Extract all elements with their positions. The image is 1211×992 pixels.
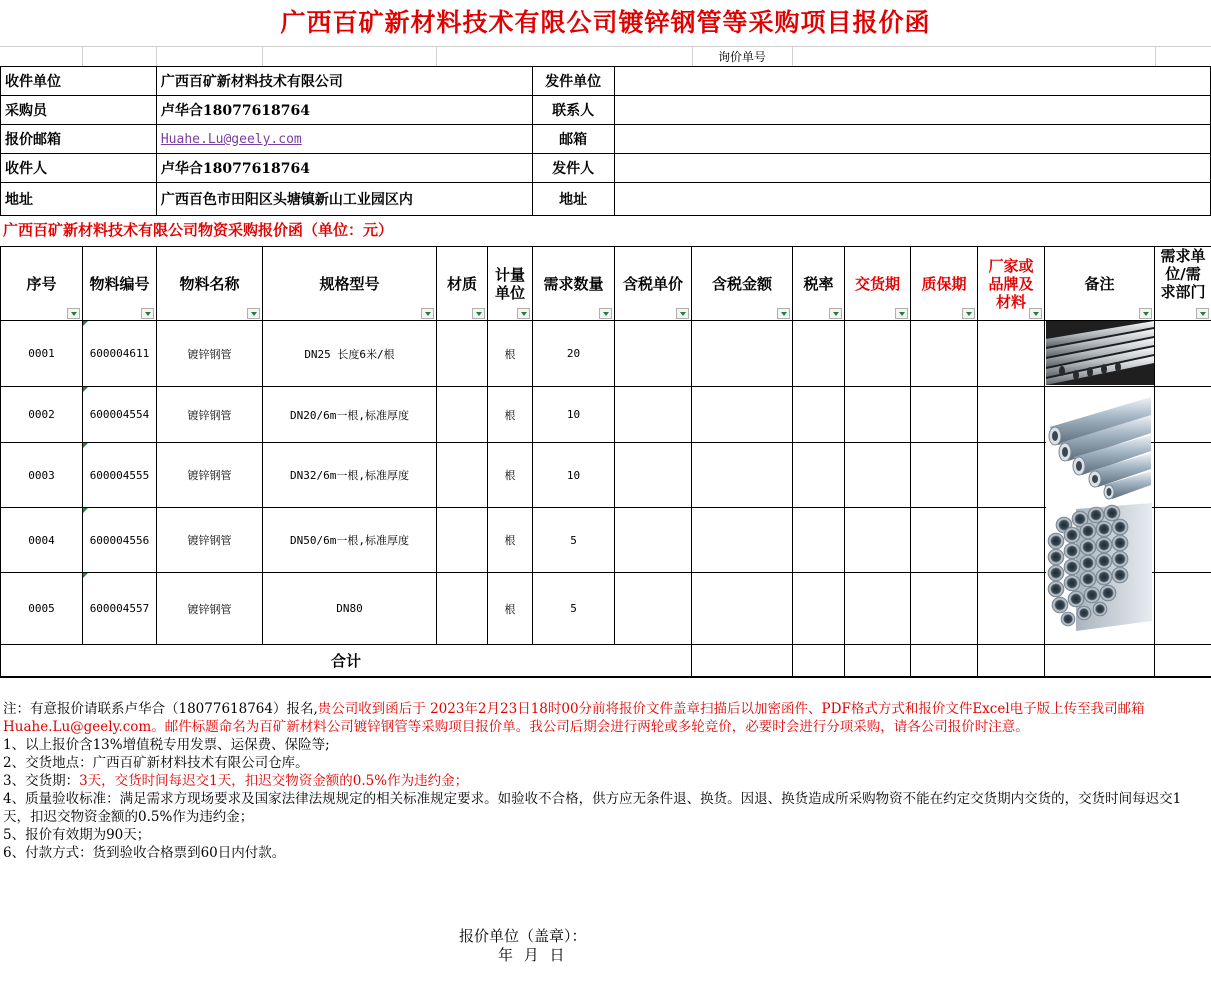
filter-dropdown-icon[interactable] [1139, 308, 1152, 319]
notes-item-3-label: 3、交货期： [3, 773, 80, 789]
col-code[interactable] [83, 247, 157, 321]
cell-marker-icon [83, 321, 88, 326]
col-name-label: 物料名称 [179, 274, 240, 293]
sender-value[interactable] [614, 154, 1210, 183]
cell-dept[interactable] [1155, 321, 1211, 387]
cell-warranty[interactable] [911, 443, 978, 508]
grid-line [436, 46, 437, 66]
header-row [1, 247, 1211, 321]
buyer-value[interactable]: 卢华合18077618764 [156, 96, 532, 125]
cell-marker-icon [83, 508, 88, 513]
pipe-stack-photo-2 [1046, 389, 1151, 500]
cell-unit-price[interactable] [615, 387, 692, 443]
col-spec-label: 规格型号 [319, 274, 380, 293]
table-row[interactable] [1, 508, 1211, 573]
cell-seq[interactable]: 0001 [1, 321, 83, 387]
cell-qty[interactable]: 20 [533, 321, 615, 387]
cell-tax[interactable] [793, 387, 845, 443]
cell-unit-price[interactable] [615, 321, 692, 387]
cell-unit-price[interactable] [615, 443, 692, 508]
cell-qty[interactable]: 5 [533, 508, 615, 573]
notes-item-2: 2、交货地点：广西百矿新材料技术有限公司仓库。 [3, 755, 309, 771]
col-spec[interactable] [263, 247, 437, 321]
email-label: 邮箱 [532, 125, 614, 154]
cell-brand[interactable] [978, 321, 1045, 387]
address-value[interactable]: 广西百色市田阳区头塘镇新山工业园区内 [156, 183, 532, 216]
col-delivery-label: 交货期 [854, 274, 900, 293]
col-warranty-label: 质保期 [921, 274, 967, 293]
grid-line [1155, 46, 1156, 66]
col-unit-label: 计量单位 [494, 265, 525, 302]
grid-line [82, 46, 83, 66]
cell-material[interactable] [437, 443, 488, 508]
cell-seq[interactable]: 0004 [1, 508, 83, 573]
col-remark-label: 备注 [1084, 274, 1115, 293]
cell-amount[interactable] [692, 321, 793, 387]
filter-dropdown-icon[interactable] [247, 308, 260, 319]
filter-dropdown-icon[interactable] [777, 308, 790, 319]
cell-seq[interactable]: 0003 [1, 443, 83, 508]
cell-name[interactable]: 镀锌钢管 [157, 387, 263, 443]
col-dept-label: 需求单位/需求部门 [1160, 247, 1206, 301]
cell-code-text: 600004611 [89, 347, 150, 360]
col-unit-price[interactable] [615, 247, 692, 321]
inquiry-number-label: 询价单号 [717, 50, 766, 64]
recipient-value[interactable]: 卢华合18077618764 [156, 154, 532, 183]
col-material-label: 材质 [446, 274, 477, 293]
pipe-bundle-photo-3 [1046, 503, 1152, 638]
cell-qty[interactable]: 5 [533, 573, 615, 645]
contact-info-table [0, 66, 1211, 216]
grid-line [792, 46, 793, 66]
col-delivery[interactable] [845, 247, 911, 321]
col-unit-price-label: 含税单价 [622, 274, 683, 293]
notes-item-5: 5、报价有效期为90天； [3, 827, 151, 843]
filter-dropdown-icon[interactable] [1029, 308, 1042, 319]
total-cell [793, 645, 845, 677]
cell-amount[interactable] [692, 573, 793, 645]
inquiry-row [0, 46, 1211, 67]
cell-brand[interactable] [978, 573, 1045, 645]
cell-spec[interactable]: DN20/6m一根,标准厚度 [263, 387, 437, 443]
cell-spec[interactable]: DN25 长度6米/根 [263, 321, 437, 387]
filter-dropdown-icon[interactable] [472, 308, 485, 319]
sender-label: 发件人 [532, 154, 614, 183]
notes-item-4: 4、质量验收标准：满足需求方现场要求及国家法律法规规定的相关标准规定要求。如验收不合格，供方应无条件退、换货。因退、换货造成所采购物资不能在约定交货期内交货的，交货时间每迟交1天，扣迟交物资金额的0.5%作为违约金； [3, 791, 1182, 825]
cell-tax[interactable] [793, 573, 845, 645]
contact-value[interactable] [614, 96, 1210, 125]
cell-name[interactable]: 镀锌钢管 [157, 508, 263, 573]
total-label: 合计 [1, 645, 692, 677]
cell-code[interactable] [83, 573, 157, 645]
total-row [1, 645, 1211, 677]
cell-code-text: 600004556 [89, 533, 150, 547]
cell-dept[interactable] [1155, 508, 1211, 573]
cell-marker-icon [83, 387, 88, 392]
buyer-label: 采购员 [1, 96, 157, 125]
quote-email-link[interactable]: Huahe.Lu@geely.com [160, 132, 302, 147]
cell-unit-price[interactable] [615, 573, 692, 645]
total-cell [1045, 645, 1155, 677]
cell-amount[interactable] [692, 508, 793, 573]
notes-intro-deadline: 贵公司收到函后于 2023年2月23日18时00分前将报价文件盖章扫描后以加密函件、PDF格式方式和报价文件Excel电子版上传至我司邮箱Huahe.Lu@geely.com。邮件标题命名为百矿新材料公司镀锌钢管等采购项目报价单。我公司后期会进行两轮或多轮竞价，必要时会进行分项采购，请各公司报价时注意。 [3, 701, 1145, 735]
contact-label: 联系人 [532, 96, 614, 125]
cell-delivery[interactable] [845, 508, 911, 573]
cell-unit[interactable]: 根 [488, 508, 533, 573]
filter-dropdown-icon[interactable] [962, 308, 975, 319]
cell-name[interactable]: 镀锌钢管 [157, 443, 263, 508]
notes-intro [3, 700, 1207, 736]
cell-unit[interactable]: 根 [488, 573, 533, 645]
cell-dept[interactable] [1155, 443, 1211, 508]
document-title: 广西百矿新材料技术有限公司镀锌钢管等采购项目报价函 [280, 8, 931, 37]
quote-email-label: 报价邮箱 [1, 125, 157, 154]
cell-material[interactable] [437, 387, 488, 443]
cell-code[interactable] [83, 387, 157, 443]
quote-table [0, 246, 1211, 677]
cell-amount[interactable] [692, 443, 793, 508]
col-dept[interactable] [1155, 247, 1211, 321]
col-amount[interactable] [692, 247, 793, 321]
cell-marker-icon [83, 443, 88, 448]
cell-code-text: 600004557 [89, 602, 150, 615]
cell-qty[interactable]: 10 [533, 387, 615, 443]
cell-seq[interactable]: 0005 [1, 573, 83, 645]
cell-material[interactable] [437, 573, 488, 645]
cell-code[interactable] [83, 321, 157, 387]
cell-unit-price[interactable] [615, 508, 692, 573]
filter-dropdown-icon[interactable] [67, 308, 80, 319]
notes-section [0, 677, 1211, 992]
filter-dropdown-icon[interactable] [599, 308, 612, 319]
cell-spec[interactable]: DN50/6m一根,标准厚度 [263, 508, 437, 573]
cell-delivery[interactable] [845, 573, 911, 645]
sender-unit-value[interactable] [614, 67, 1210, 96]
receiver-unit-label: 收件单位 [1, 67, 157, 96]
col-unit[interactable] [488, 247, 533, 321]
cell-warranty[interactable] [911, 508, 978, 573]
cell-code-text: 600004554 [89, 408, 150, 421]
filter-dropdown-icon[interactable] [1196, 308, 1209, 319]
cell-spec[interactable]: DN80 [263, 573, 437, 645]
col-remark[interactable] [1045, 247, 1155, 321]
col-name[interactable] [157, 247, 263, 321]
cell-seq[interactable]: 0002 [1, 387, 83, 443]
sender-address-label: 地址 [532, 183, 614, 216]
filter-dropdown-icon[interactable] [421, 308, 434, 319]
grid-line [692, 46, 693, 66]
section-subtitle: 广西百矿新材料技术有限公司物资采购报价函（单位：元） [3, 221, 394, 239]
filter-dropdown-icon[interactable] [517, 308, 530, 319]
cell-tax[interactable] [793, 321, 845, 387]
notes-item-3 [3, 772, 1207, 790]
cell-unit[interactable]: 根 [488, 321, 533, 387]
cell-tax[interactable] [793, 508, 845, 573]
table-row[interactable] [1, 573, 1211, 645]
sender-address-value[interactable] [614, 183, 1210, 216]
col-material[interactable] [437, 247, 488, 321]
col-qty-label: 需求数量 [543, 274, 604, 293]
notes-intro-contact: 注：有意报价请联系卢华合（18077618764）报名, [3, 701, 318, 717]
receiver-unit-value[interactable]: 广西百矿新材料技术有限公司 [156, 67, 532, 96]
cell-marker-icon [83, 573, 88, 578]
notes-item-6: 6、付款方式：货到验收合格票到60日内付款。 [3, 845, 286, 861]
col-warranty[interactable] [911, 247, 978, 321]
filter-dropdown-icon[interactable] [895, 308, 908, 319]
pipe-bundle-photo-1 [1046, 321, 1154, 385]
col-brand[interactable] [978, 247, 1045, 321]
cell-dept[interactable] [1155, 573, 1211, 645]
cell-code[interactable] [83, 443, 157, 508]
cell-unit[interactable]: 根 [488, 387, 533, 443]
total-cell [911, 645, 978, 677]
grid-line [262, 46, 263, 66]
cell-code[interactable] [83, 508, 157, 573]
filter-dropdown-icon[interactable] [141, 308, 154, 319]
cell-warranty[interactable] [911, 573, 978, 645]
filter-dropdown-icon[interactable] [676, 308, 689, 319]
cell-unit[interactable]: 根 [488, 443, 533, 508]
address-label: 地址 [1, 183, 157, 216]
col-seq-label: 序号 [26, 274, 57, 293]
cell-dept[interactable] [1155, 387, 1211, 443]
col-tax-label: 税率 [803, 274, 834, 293]
cell-warranty[interactable] [911, 387, 978, 443]
cell-delivery[interactable] [845, 321, 911, 387]
cell-amount[interactable] [692, 387, 793, 443]
table-row[interactable] [1, 321, 1211, 387]
total-cell [845, 645, 911, 677]
cell-tax[interactable] [793, 443, 845, 508]
signature-date: 年 月 日 [498, 946, 565, 964]
cell-material[interactable] [437, 508, 488, 573]
col-code-label: 物料编号 [89, 274, 150, 293]
table-row[interactable] [1, 387, 1211, 443]
cell-delivery[interactable] [845, 387, 911, 443]
cell-brand[interactable] [978, 443, 1045, 508]
signature-unit: 报价单位（盖章）： [459, 927, 587, 945]
total-amount[interactable] [692, 645, 793, 677]
cell-spec[interactable]: DN32/6m一根,标准厚度 [263, 443, 437, 508]
filter-dropdown-icon[interactable] [829, 308, 842, 319]
cell-qty[interactable]: 10 [533, 443, 615, 508]
cell-warranty[interactable] [911, 321, 978, 387]
notes-item-3-text: 3天，交货时间每迟交1天，扣迟交物资金额的0.5%作为违约金； [79, 773, 469, 789]
cell-brand[interactable] [978, 508, 1045, 573]
cell-brand[interactable] [978, 387, 1045, 443]
table-row[interactable] [1, 443, 1211, 508]
cell-code-text: 600004555 [89, 468, 150, 482]
sender-unit-label: 发件单位 [532, 67, 614, 96]
total-cell [1155, 645, 1211, 677]
cell-name[interactable]: 镀锌钢管 [157, 321, 263, 387]
col-seq[interactable] [1, 247, 83, 321]
cell-delivery[interactable] [845, 443, 911, 508]
recipient-label: 收件人 [1, 154, 157, 183]
email-value[interactable] [614, 125, 1210, 154]
grid-line [156, 46, 157, 66]
col-brand-label: 厂家或品牌及材料 [988, 256, 1034, 311]
cell-name[interactable]: 镀锌钢管 [157, 573, 263, 645]
col-qty[interactable] [533, 247, 615, 321]
cell-material[interactable] [437, 321, 488, 387]
notes-item-1: 1、以上报价含13%增值税专用发票、运保费、保险等; [3, 737, 330, 753]
col-tax[interactable] [793, 247, 845, 321]
total-cell [978, 645, 1045, 677]
col-amount-label: 含税金额 [711, 274, 772, 293]
